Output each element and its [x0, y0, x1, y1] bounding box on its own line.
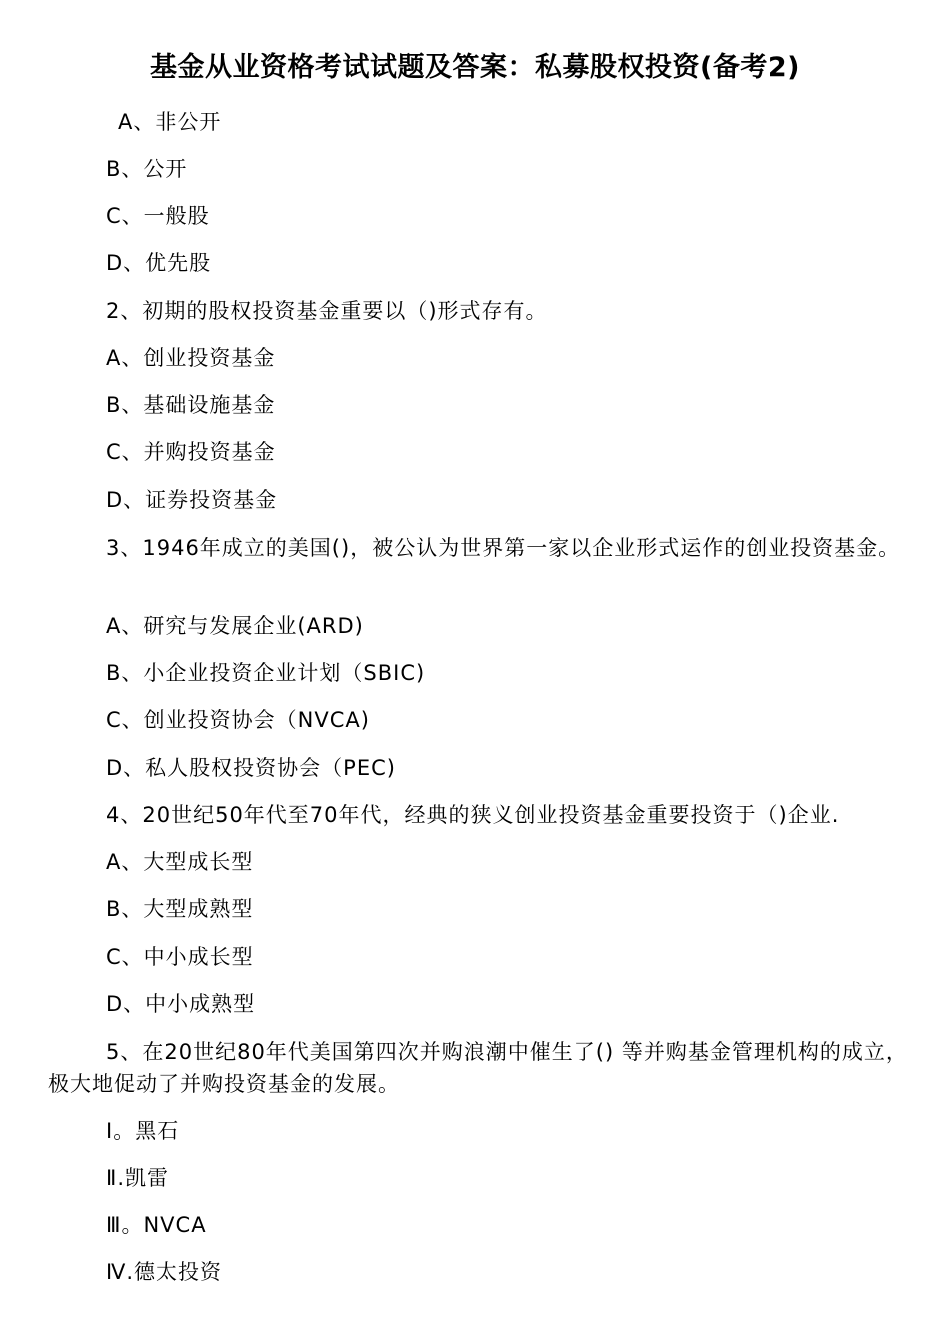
q4-option-c: C、中小成长型	[106, 945, 254, 969]
q3-option-b: B、小企业投资企业计划（SBIC)	[106, 661, 426, 685]
q2-option-c: C、并购投资基金	[106, 440, 276, 464]
q2-question: 2、初期的股权投资基金重要以（)形式存有。	[106, 299, 548, 323]
q2-option-b: B、基础设施基金	[106, 393, 276, 417]
q1-option-b: B、公开	[106, 157, 188, 181]
q5-option-ii: Ⅱ.凯雷	[106, 1166, 170, 1190]
q4-option-b: B、大型成熟型	[106, 897, 254, 921]
q3-question: 3、1946年成立的美国()，被公认为世界第一家以企业形式运作的创业投资基金。	[106, 536, 901, 560]
q5-question: 5、在20世纪80年代美国第四次并购浪潮中催生了() 等并购基金管理机构的成立，极大地促动了并购投资基金的发展。	[48, 1040, 908, 1096]
q2-option-d: D、证券投资基金	[106, 488, 278, 512]
q5-option-iv: Ⅳ.德太投资	[106, 1260, 223, 1284]
q1-option-c: C、一般股	[106, 204, 210, 228]
q3-option-c: C、创业投资协会（NVCA)	[106, 708, 370, 732]
q3-option-a: A、研究与发展企业(ARD)	[106, 614, 364, 638]
q4-option-d: D、中小成熟型	[106, 992, 256, 1016]
document-title: 基金从业资格考试试题及答案：私募股权投资(备考2)	[150, 52, 800, 83]
q4-question: 4、20世纪50年代至70年代，经典的狭义创业投资基金重要投资于（)企业.	[106, 803, 840, 827]
q4-option-a: A、大型成长型	[106, 850, 254, 874]
q2-option-a: A、创业投资基金	[106, 346, 276, 370]
q1-option-a: A、非公开	[118, 110, 222, 134]
q5-option-i: Ⅰ。黑石	[106, 1119, 180, 1143]
q1-option-d: D、优先股	[106, 251, 212, 275]
q5-option-iii: Ⅲ。NVCA	[106, 1213, 207, 1237]
q3-option-d: D、私人股权投资协会（PEC)	[106, 756, 396, 780]
